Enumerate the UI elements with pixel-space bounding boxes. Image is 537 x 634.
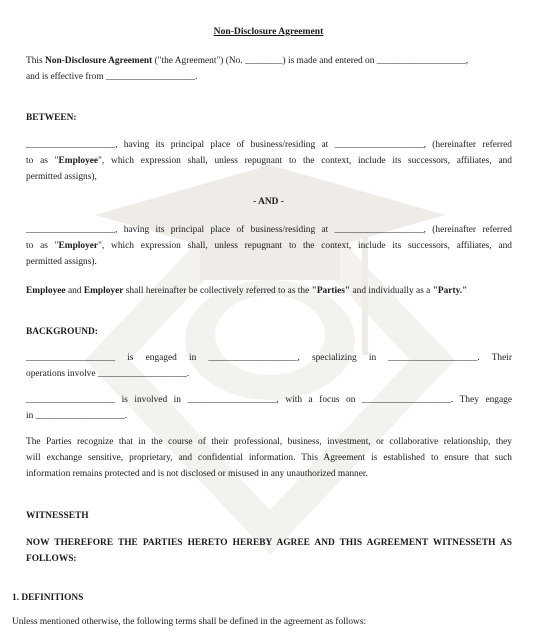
- party2-line-1: ___________________, having its principal place of business/residing at ___________________, (hereinafter referred: [26, 225, 512, 235]
- between-heading: BETWEEN:: [26, 113, 77, 123]
- background-p2-line-1: ___________________ is involved in ___________________, with a focus on ___________________. They engage: [26, 395, 512, 405]
- background-p3-line-2: will exchange sensitive, proprietary, and confidential information. This Agreement is established to ensure that such: [26, 453, 512, 463]
- background-p3-line-3: information remains protected and is not disclosed or misused in any unauthorized manner.: [26, 469, 368, 479]
- background-p1-line-2: operations involve ___________________.: [26, 369, 190, 379]
- background-heading: BACKGROUND:: [26, 327, 98, 337]
- intro-line-2: and is effective from ___________________.: [26, 72, 198, 82]
- party1-line-3: permitted assigns),: [26, 172, 97, 182]
- background-p3-line-1: The Parties recognize that in the course of their professional, business, investment, or collaborative relationship, they: [26, 437, 512, 447]
- background-p2-line-2: in ___________________.: [26, 411, 128, 421]
- party1-line-1: ___________________, having its principal place of business/residing at ___________________, (hereinafter referred: [26, 140, 512, 150]
- and-separator: - AND -: [253, 197, 284, 207]
- document-title: Non-Disclosure Agreement: [213, 26, 324, 37]
- section-1-heading: 1. DEFINITIONS: [12, 593, 84, 603]
- now-therefore-line-2: FOLLOWS:: [26, 554, 77, 564]
- party2-line-3: permitted assigns).: [26, 257, 97, 267]
- background-p1-line-1: ___________________ is engaged in ___________________, specializing in ___________________. Their: [26, 353, 512, 363]
- party1-line-2: to as "Employee", which expression shall, unless repugnant to the context, include its successors, affiliates, and: [26, 156, 512, 166]
- parties-definition: Employee and Employer shall hereinafter be collectively referred to as the "Parties" and individually as a "Party.": [26, 286, 468, 296]
- section-1-text: Unless mentioned otherwise, the following terms shall be defined in the agreement as follows:: [12, 617, 367, 627]
- now-therefore-line-1: NOW THEREFORE THE PARTIES HERETO HEREBY AGREE AND THIS AGREEMENT WITNESSETH AS: [26, 538, 512, 548]
- witnesseth-heading: WITNESSETH: [26, 511, 89, 521]
- intro-line-1: This Non-Disclosure Agreement ("the Agreement") (No. ________) is made and entered on ___________________,: [26, 56, 469, 66]
- party2-line-2: to as "Employer", which expression shall, unless repugnant to the context, include its successors, affiliates, and: [26, 241, 512, 251]
